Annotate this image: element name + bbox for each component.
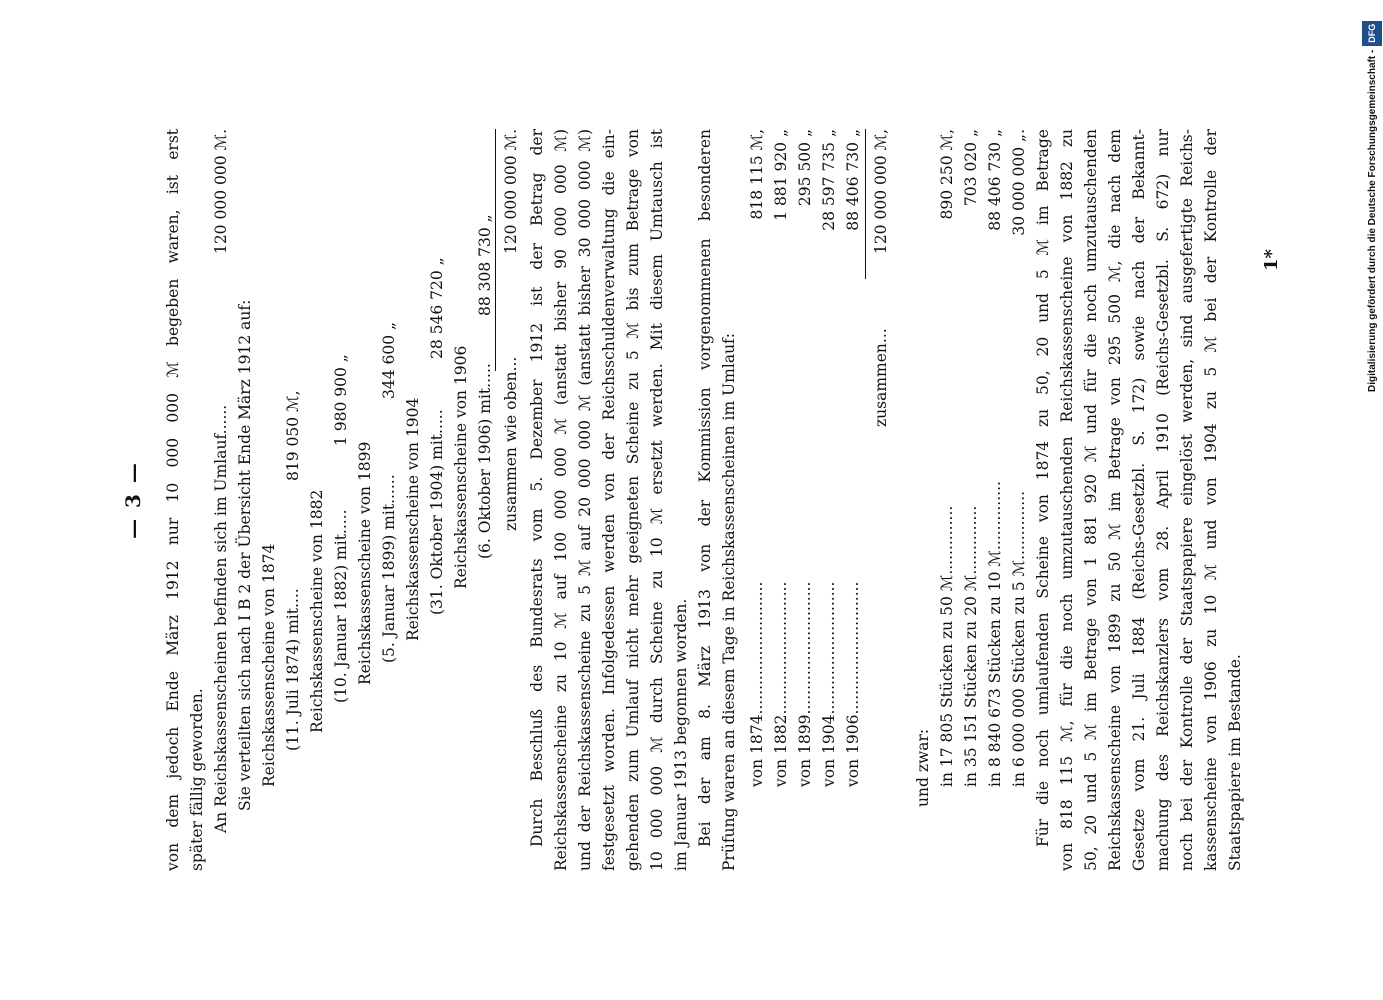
series-label: Reichskassenscheine von 1899 [356, 441, 374, 685]
series-amount: 88 308 730 „ [476, 214, 494, 316]
circulation-label: von 1882........................... [772, 581, 790, 787]
paragraph-line: machung des Reichskanzlers vom 28. April 1910 (Reichs-Gesetzbl. S. 672) nur [1154, 129, 1172, 871]
series-date: (10. Januar 1882) mit..... [332, 509, 350, 703]
paragraph-line: Prüfung waren an diesem Tage in Reichskassenscheinen im Umlauf: [720, 332, 738, 871]
series-label: Reichskassenscheine von 1874 [260, 543, 278, 787]
circulation-amount: 1 881 920 „ [772, 129, 790, 221]
series-date: (5. Januar 1899) mit...... [380, 474, 398, 663]
circulation-amount: 28 597 735 „ [820, 129, 838, 231]
series-label: Reichskassenscheine von 1882 [308, 489, 326, 733]
paragraph-line: Staatspapiere im Bestande. [1226, 654, 1244, 871]
series-amount: 1 980 900 „ [332, 354, 350, 446]
paragraph-line: kassenscheine von 1906 zu 10 ℳ und von 1904 zu 5 ℳ bei der Kontrolle der [1202, 129, 1220, 871]
rotated-page [121, 129, 1282, 871]
paragraph-line: noch bei der Kontrolle der Staatspapiere eingelöst werden, sind ausgefertigte Reichs- [1178, 129, 1196, 871]
paragraph-line: später fällig geworden. [188, 688, 206, 871]
series-label: Reichskassenscheine von 1906 [452, 345, 470, 589]
paragraph-line: und der Reichskassenscheine zu 5 ℳ auf 20 000 000 ℳ (anstatt bisher 30 000 000 ℳ) [576, 129, 594, 871]
circulation-amount: 818 115 ℳ, [748, 129, 766, 220]
paragraph-line: 50, 20 und 5 ℳ im Betrage von 1 881 920 ℳ und für die noch umzutauschenden [1082, 129, 1100, 871]
paragraph-line: Reichskassenscheine von 1899 zu 50 ℳ im Betrage von 295 500 ℳ, die nach dem [1106, 129, 1124, 871]
breakdown-label: in 35 151 Stücken zu 20 ℳ.............. [962, 505, 980, 787]
circulation-label: von 1899........................... [796, 581, 814, 787]
paragraph-line: von 818 115 ℳ, für die noch umzutauschenden Reichskassenscheine von 1882 zu [1058, 129, 1076, 871]
breakdown-label: in 17 805 Stücken zu 50 ℳ.............. [938, 505, 956, 787]
total-amount: 120 000 000 ℳ, [872, 129, 890, 255]
series-amount: 344 600 „ [380, 321, 398, 399]
series-amount: 28 546 720 „ [428, 257, 446, 359]
circulation-amount: 88 406 730 „ [844, 129, 862, 231]
total-label: zusammen... [872, 328, 890, 427]
paragraph-line: und zwar: [914, 728, 932, 807]
breakdown-amount: 88 406 730 „ [986, 129, 1004, 231]
page-number: — 3 — [121, 461, 145, 539]
circulation-amount: 120 000 000 ℳ. [212, 129, 230, 255]
paragraph-line: von dem jedoch Ende März 1912 nur 10 000 000 ℳ begeben waren, ist erst [164, 129, 182, 871]
digitization-footer [1362, 2, 1382, 392]
paragraph-line: Sie verteilten sich nach I B 2 der Übersicht Ende März 1912 auf: [236, 299, 254, 811]
circulation-label: von 1904........................... [820, 581, 838, 787]
paragraph-line: gehenden zum Umlauf nicht mehr geeigneten Scheine zu 5 ℳ bis zum Betrage von [624, 129, 642, 871]
series-date: (31. Oktober 1904) mit..... [428, 409, 446, 615]
breakdown-label: in 6 000 000 Stücken zu 5 ℳ.............. [1010, 490, 1028, 787]
breakdown-amount: 30 000 000 „. [1010, 129, 1028, 236]
paragraph-line: 10 000 000 ℳ durch Scheine zu 10 ℳ ersetzt werden. Mit diesem Umtausch ist [648, 129, 666, 871]
paragraph-line: Reichskassenscheine zu 10 ℳ auf 100 000 000 ℳ (anstatt bisher 90 000 000 ℳ) [552, 129, 570, 871]
dfg-logo: DFG [1362, 21, 1382, 46]
breakdown-label: in 8 840 673 Stücken zu 10 ℳ.............. [986, 481, 1004, 787]
breakdown-amount: 890 250 ℳ, [938, 129, 956, 220]
circulation-label: von 1906........................... [844, 581, 862, 787]
paragraph-line: An Reichskassenscheinen befinden sich im Umlauf...... [212, 404, 230, 833]
paragraph-line: Bei der am 8. März 1913 von der Kommission vorgenommenen besonderen [696, 129, 714, 847]
footer-text: Digitalisierung gefördert durch die Deutsche Forschungsgemeinschaft - [1367, 49, 1378, 392]
series-amount: 819 050 ℳ, [284, 390, 302, 481]
paragraph-line: Für die noch umlaufenden Scheine von 1874 zu 50, 20 und 5 ℳ im Betrage [1034, 129, 1052, 847]
total-label: zusammen wie oben... [502, 356, 520, 531]
paragraph-line: Durch Beschluß des Bundesrats vom 5. Dezember 1912 ist der Betrag der [528, 129, 546, 847]
signature-mark: 1* [1261, 249, 1282, 271]
series-label: Reichskassenscheine von 1904 [404, 397, 422, 641]
circulation-label: von 1874........................... [748, 581, 766, 787]
paragraph-line: im Januar 1913 begonnen worden. [672, 598, 690, 871]
paragraph-line: festgesetzt worden. Infolgedessen werden von der Reichsschuldenverwaltung die ein- [600, 129, 618, 871]
sum-rule [865, 129, 866, 279]
circulation-amount: 295 500 „ [796, 129, 814, 207]
breakdown-amount: 703 020 „ [962, 129, 980, 207]
sum-rule [495, 129, 496, 371]
paragraph-line: Gesetze vom 21. Juli 1884 (Reichs-Gesetzbl. S. 172) sowie nach der Bekannt- [1130, 129, 1148, 871]
series-date: (11. Juli 1874) mit.... [284, 588, 302, 751]
total-amount: 120 000 000 ℳ. [502, 129, 520, 255]
series-date: (6. Oktober 1906) mit..... [476, 363, 494, 559]
